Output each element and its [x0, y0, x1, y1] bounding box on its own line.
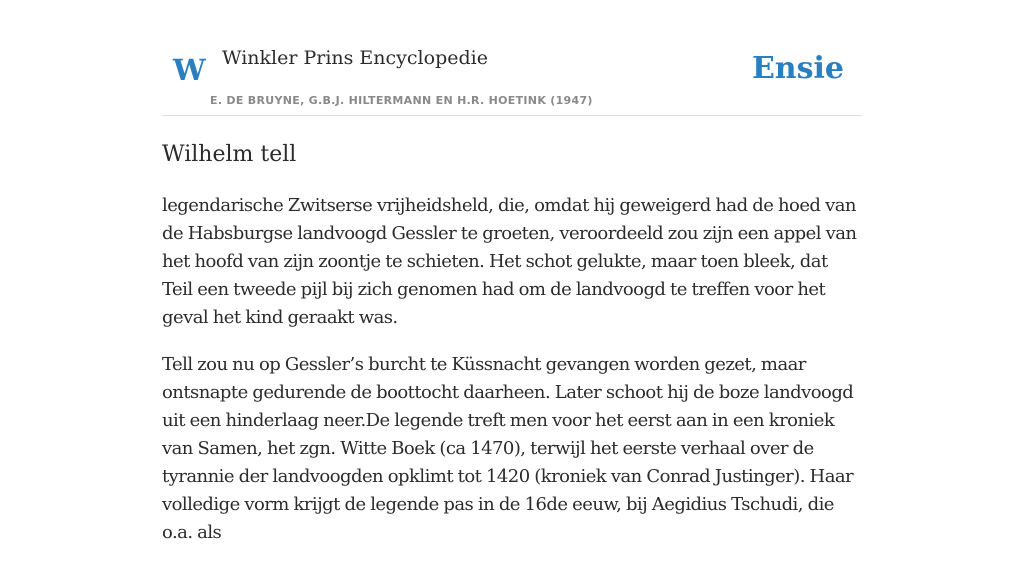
- article-paragraph: Tell zou nu op Gessler’s burcht te Küssnacht gevangen worden gezet, maar ontsnapte gedurende de boottocht daarheen. Later schoot hij de boze landvoogd uit een hinderlaag neer.De legende treft men voor het eerst aan in een kroniek van Samen, het zgn. Witte Boek (ca 1470), terwijl het eerste verhaal over de tyrannie der landvoogden opklimt tot 1420 (kroniek van Conrad Justinger). Haar volledige vorm krijgt de legende pas in de 16de eeuw, bij Aegidius Tschudi, die o.a. als: [162, 354, 854, 543]
- article-paragraph: legendarische Zwitserse vrijheidsheld, die, omdat hij geweigerd had de hoed van de Habsburgse landvoogd Gessler te groeten, veroordeeld zou zijn een appel van het hoofd van zijn zoontje te schieten. Het schot gelukte, maar toen bleek, dat Teil een tweede pijl bij zich genomen had om de landvoogd te treffen voor het geval het kind geraakt was.: [162, 195, 857, 328]
- article-body: [162, 192, 862, 566]
- article-title: Wilhelm tell: [162, 142, 297, 167]
- winkler-prins-logo[interactable]: W: [173, 53, 206, 87]
- encyclopedia-title[interactable]: Winkler Prins Encyclopedie: [222, 47, 488, 69]
- encyclopedia-authors: E. DE BRUYNE, G.B.J. HILTERMANN EN H.R. HOETINK (1947): [210, 94, 593, 107]
- ensie-logo[interactable]: Ensie: [751, 51, 844, 86]
- site-header: [162, 30, 862, 116]
